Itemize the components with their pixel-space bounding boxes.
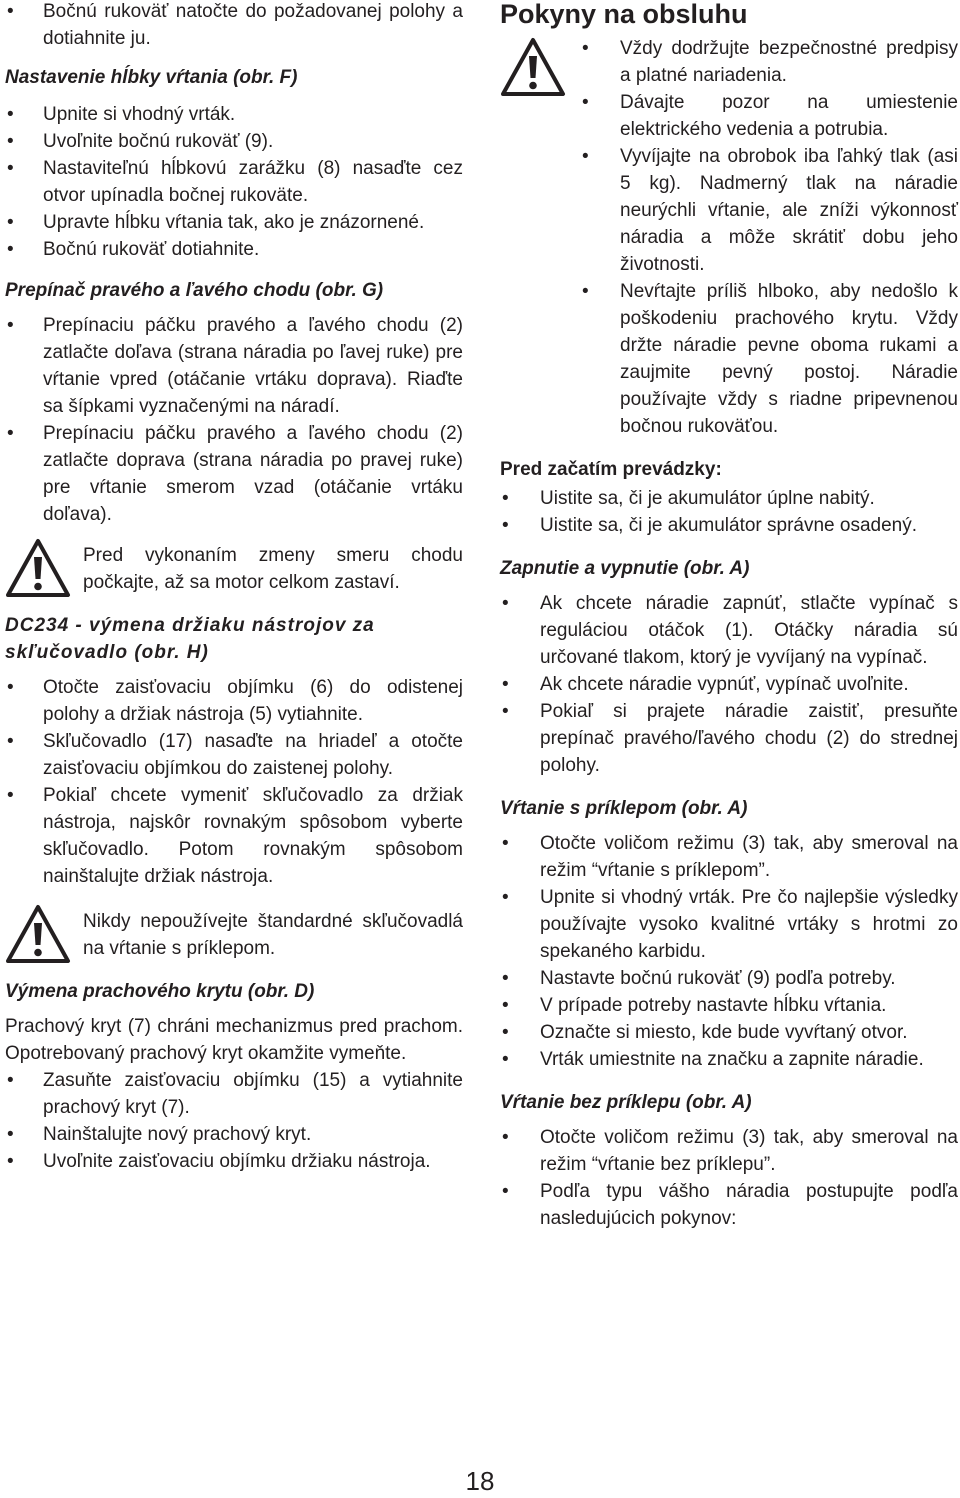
list-item: • Skľučovadlo (17) nasaďte na hriadeľ a otočte zaisťovaciu objímkou do zaistenej polohy. — [5, 728, 463, 782]
section-heading-dust: Výmena prachového krytu (obr. D) — [5, 981, 315, 1002]
warning-text: Nikdy nepoužívejte štandardné skľučovadlá na vŕtanie s príklepom. — [83, 911, 463, 959]
hammer-list — [500, 830, 958, 1073]
warning-block-chuck — [5, 908, 463, 962]
dc234-list — [5, 674, 463, 890]
list-item: • Otočte voličom režimu (3) tak, aby smeroval na režim “vŕtanie s príklepom”. — [500, 830, 958, 884]
intro-list — [5, 0, 463, 52]
section-heading-drill: Vŕtanie bez príklepu (obr. A) — [500, 1092, 752, 1113]
list-item: • Otočte zaisťovaciu objímku (6) do odistenej polohy a držiak nástroja (5) vytiahnite. — [5, 674, 463, 728]
warning-triangle-icon — [5, 904, 71, 964]
list-item: • V prípade potreby nastavte hĺbku vŕtania. — [500, 992, 958, 1019]
list-item: • Upnite si vhodný vrták. — [5, 101, 463, 128]
warning-triangle-icon — [500, 37, 566, 97]
switch-list — [5, 312, 463, 528]
section-heading-dc234: DC234 - výmena držiaku nástrojov za skľučovadlo (obr. H) — [5, 615, 375, 663]
list-item: • Prepínaciu páčku pravého a ľavého chodu (2) zatlačte doprava (strana náradia po pravej ruke) pre vŕtanie smerom vzad (otáčanie vrtáku doľava). — [5, 420, 463, 528]
page-number: 18 — [465, 1466, 495, 1496]
section-heading-before: Pred začatím prevádzky: — [500, 459, 722, 480]
list-item: • Označte si miesto, kde bude vyvŕtaný otvor. — [500, 1019, 958, 1046]
list-item: • Zasuňte zaisťovaciu objímku (15) a vytiahnite prachový kryt (7). — [5, 1067, 463, 1121]
warning-triangle-icon — [5, 538, 71, 598]
before-list — [500, 485, 958, 539]
list-item: • Ak chcete náradie vypnúť, vypínač uvoľnite. — [500, 671, 958, 698]
list-item: • Uistite sa, či je akumulátor správne osadený. — [500, 512, 958, 539]
page-title: Pokyny na obsluhu — [500, 0, 748, 29]
list-item: • Prepínaciu páčku pravého a ľavého chodu (2) zatlačte doľava (strana náradia po ľavej ruke) pre vŕtanie vpred (otáčanie vrtáku doprava). Riaďte sa šípkami vyznačenými na náradí. — [5, 312, 463, 420]
list-item: • Vrták umiestnite na značku a zapnite náradie. — [500, 1046, 958, 1073]
dust-list — [5, 1067, 463, 1175]
warning-block-operation — [500, 35, 958, 440]
list-item: • Vyvíjajte na obrobok iba ľahký tlak (asi 5 kg). Nadmerný tlak na náradie neurýchli vŕtanie, ale zníži výkonnosť náradia a môže skrátiť dobu jeho životnosti. — [580, 143, 958, 278]
list-item: • Pokiaľ si prajete náradie zaistiť, presuňte prepínač pravého/ľavého chodu (2) do strednej polohy. — [500, 698, 958, 779]
list-item: • Bočnú rukoväť dotiahnite. — [5, 236, 463, 263]
list-item: • Uvoľnite zaisťovaciu objímku držiaku nástroja. — [5, 1148, 463, 1175]
list-item: • Otočte voličom režimu (3) tak, aby smeroval na režim “vŕtanie bez príklepu”. — [500, 1124, 958, 1178]
list-item: • Nastavte bočnú rukoväť (9) podľa potreby. — [500, 965, 958, 992]
warning-block-direction — [5, 542, 463, 596]
operation-warning-list — [580, 35, 958, 440]
list-item: • Upnite si vhodný vrták. Pre čo najlepšie výsledky používajte vysoko kvalitné vrtáky s hrotmi zo spekaného karbidu. — [500, 884, 958, 965]
depth-list — [5, 101, 463, 263]
list-item: • Upravte hĺbku vŕtania tak, ako je znázornené. — [5, 209, 463, 236]
section-heading-onoff: Zapnutie a vypnutie (obr. A) — [500, 558, 750, 579]
list-item: • Ak chcete náradie zapnúť, stlačte vypínač s reguláciou otáčok (1). Otáčky náradia sú určované tlakom, ktorý je vyvíjaný na vypínač. — [500, 590, 958, 671]
list-item: • Podľa typu vášho náradia postupujte podľa nasledujúcich pokynov: — [500, 1178, 958, 1232]
list-item: • Uistite sa, či je akumulátor úplne nabitý. — [500, 485, 958, 512]
list-item: • Nastaviteľnú hĺbkovú zarážku (8) nasaďte cez otvor upínadla bočnej rukoväte. — [5, 155, 463, 209]
list-item: • Dávajte pozor na umiestenie elektrického vedenia a potrubia. — [580, 89, 958, 143]
list-item: • Uvoľnite bočnú rukoväť (9). — [5, 128, 463, 155]
dust-paragraph: Prachový kryt (7) chráni mechanizmus pred prachom. Opotrebovaný prachový kryt okamžite vymeňte. — [5, 1016, 463, 1064]
drill-list — [500, 1124, 958, 1232]
section-heading-switch: Prepínač pravého a ľavého chodu (obr. G) — [5, 280, 384, 301]
section-heading-depth: Nastavenie hĺbky vŕtania (obr. F) — [5, 67, 298, 88]
list-item: • Nainštalujte nový prachový kryt. — [5, 1121, 463, 1148]
list-item: • Bočnú rukoväť natočte do požadovanej polohy a dotiahnite ju. — [5, 0, 463, 52]
list-item: • Pokiaľ chcete vymeniť skľučovadlo za držiak nástroja, najskôr rovnakým spôsobom vyberte skľučovadlo. Potom rovnakým spôsobom nainštalujte držiak nástroja. — [5, 782, 463, 890]
right-column — [500, 0, 958, 1232]
section-heading-hammer: Vŕtanie s príklepom (obr. A) — [500, 798, 748, 819]
onoff-list — [500, 590, 958, 779]
warning-text: Pred vykonaním zmeny smeru chodu počkajte, až sa motor celkom zastaví. — [83, 545, 463, 593]
list-item: • Vždy dodržujte bezpečnostné predpisy a platné nariadenia. — [580, 35, 958, 89]
left-column — [5, 0, 463, 1175]
list-item: • Nevŕtajte príliš hlboko, aby nedošlo k poškodeniu prachového krytu. Vždy držte náradie pevne oboma rukami a zaujmite pevný postoj. Náradie používajte vždy s riadne pripevnenou bočnou rukoväťou. — [580, 278, 958, 440]
